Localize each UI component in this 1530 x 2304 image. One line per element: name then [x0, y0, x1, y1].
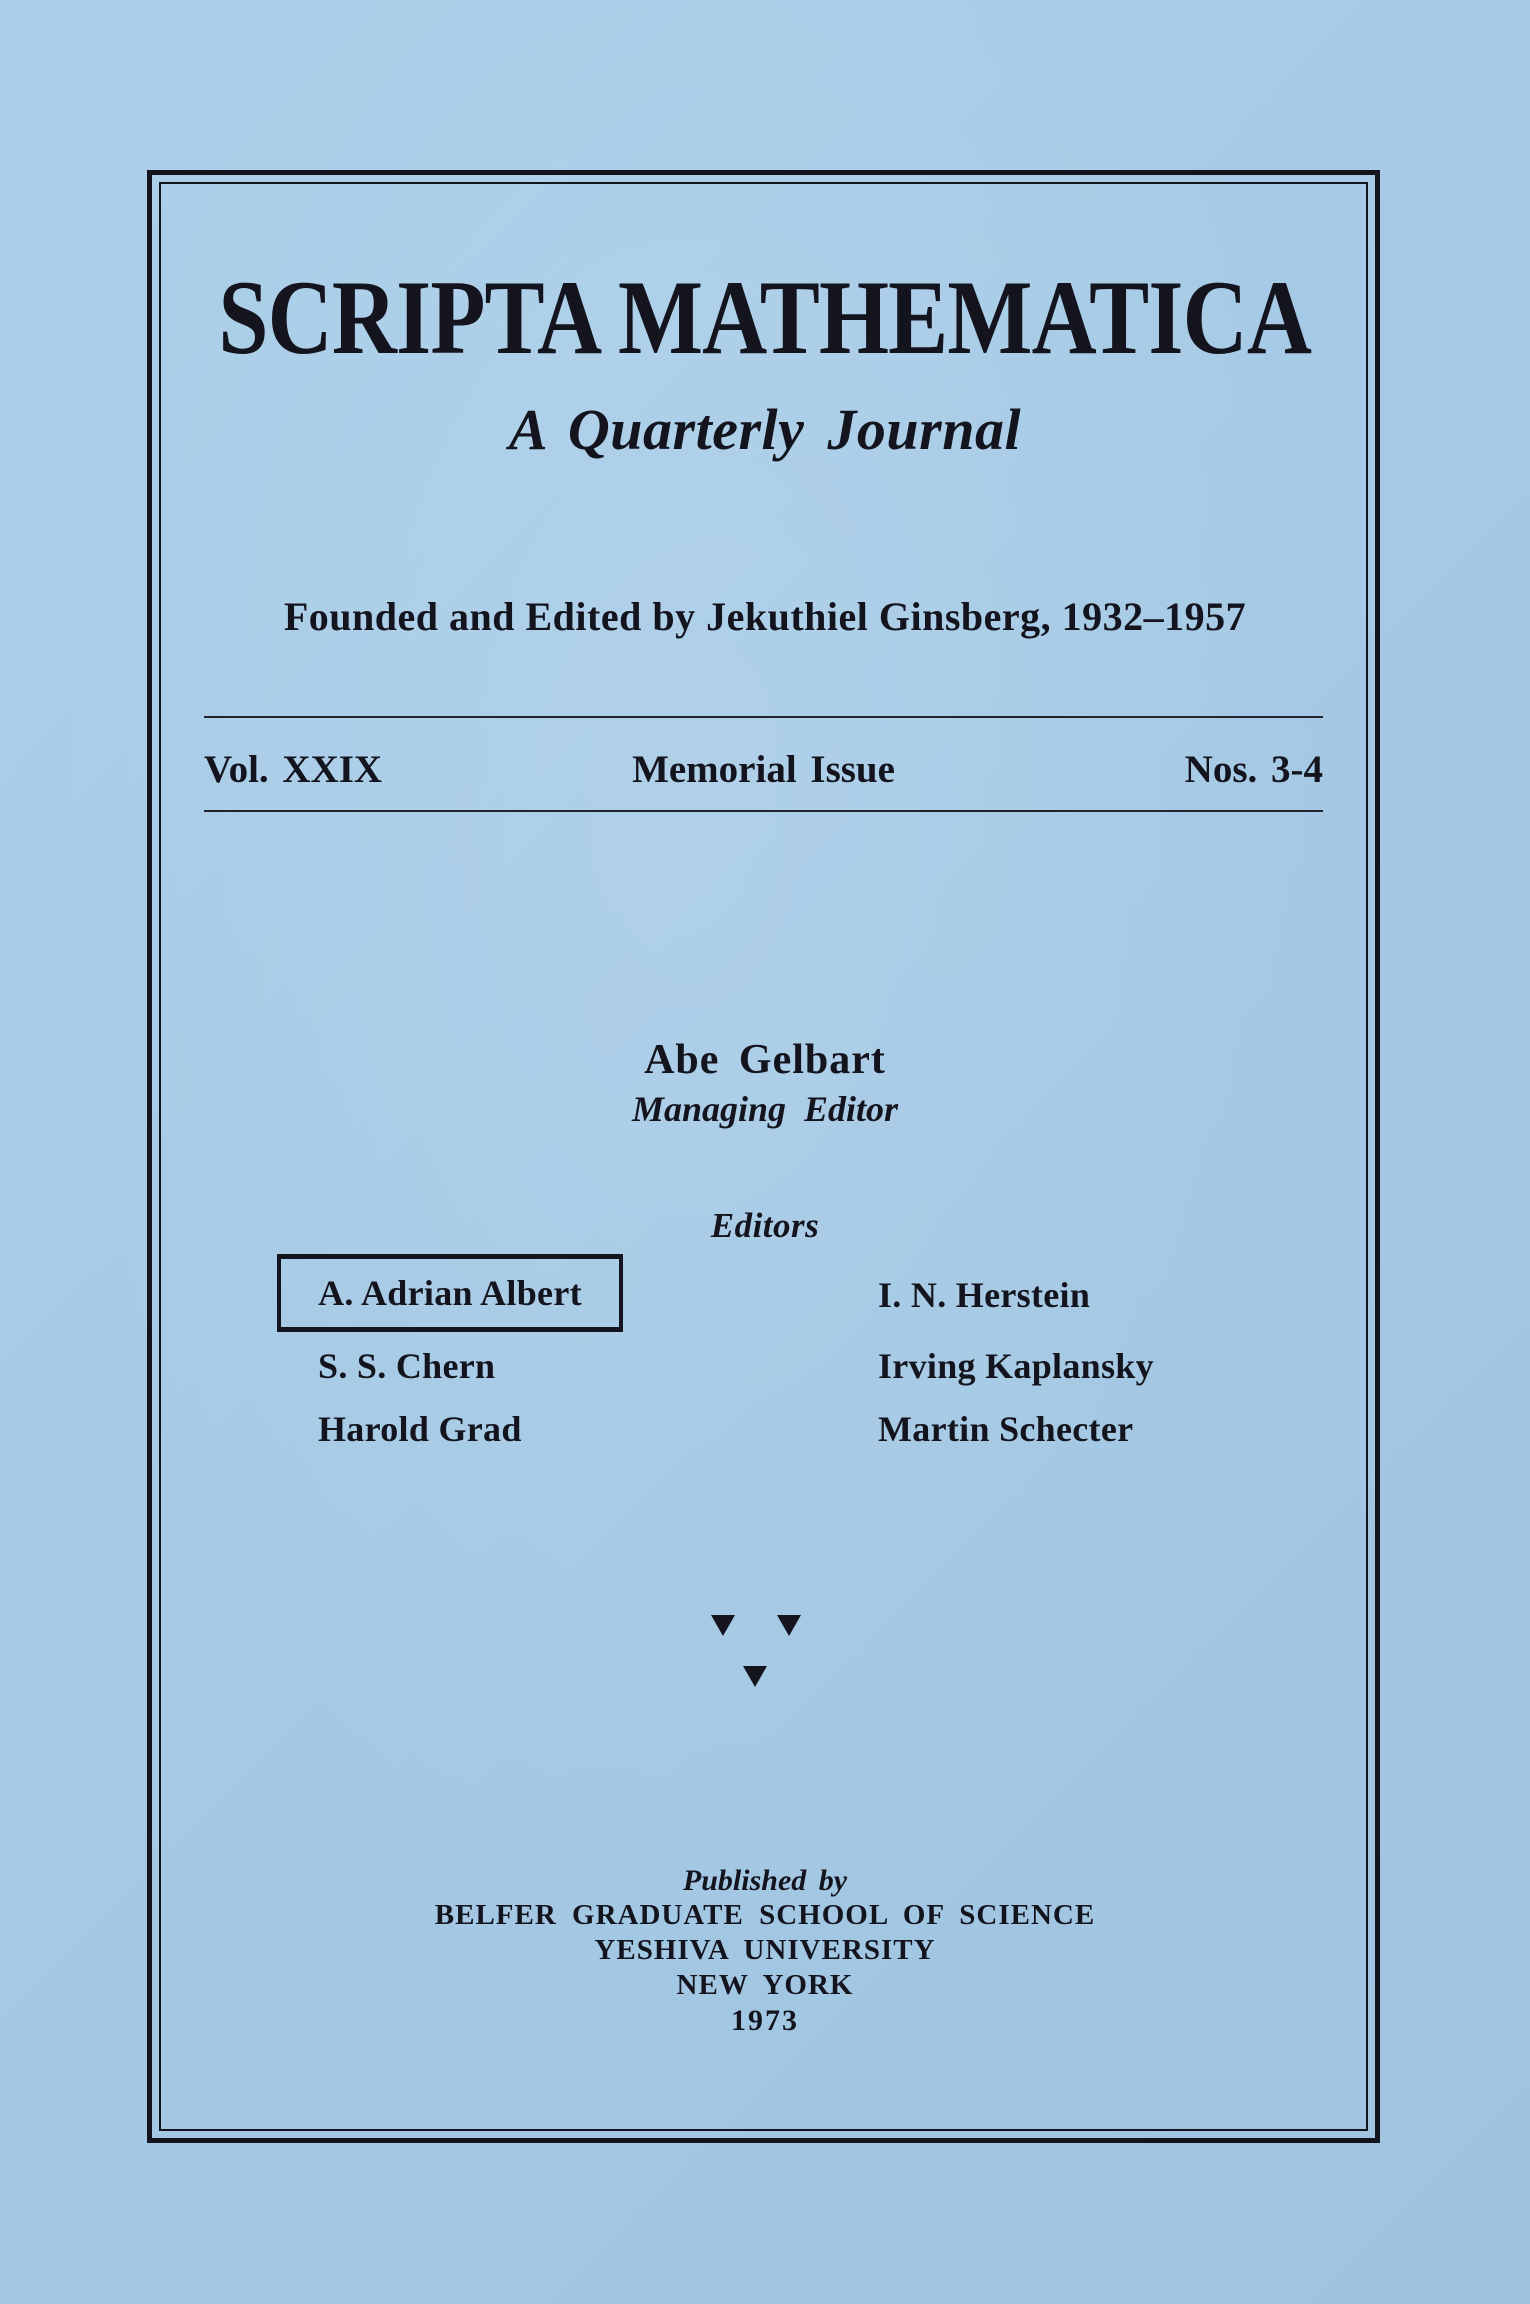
founded-line: Founded and Edited by Jekuthiel Ginsberg, 1932–1957: [283, 594, 1247, 639]
journal-subtitle: A Quarterly Journal: [508, 397, 1022, 462]
editor-name-herstein: I. N. Herstein: [878, 1275, 1091, 1315]
memorial-box: [277, 1254, 623, 1332]
managing-editor-name: Abe Gelbart: [644, 1037, 886, 1083]
published-by-label: Published by: [682, 1864, 848, 1897]
divider-rule-top: [204, 716, 1323, 718]
managing-editor-role: Managing Editor: [631, 1089, 899, 1129]
editor-name-albert: A. Adrian Albert: [318, 1273, 582, 1313]
journal-title: [0, 259, 1530, 376]
down-triangle-icon: [743, 1666, 767, 1687]
divider-rule-bottom: [204, 810, 1323, 812]
down-triangle-icon: [777, 1615, 801, 1636]
issue-numbers: Nos. 3-4: [1184, 748, 1323, 791]
cover-frame-inner-rule: [159, 182, 1368, 2131]
journal-title-text: SCRIPTA MATHEMATICA: [218, 259, 1312, 376]
editor-name-schecter: Martin Schecter: [878, 1409, 1134, 1449]
editor-name-chern: S. S. Chern: [318, 1346, 496, 1386]
publisher-name: BELFER GRADUATE SCHOOL OF SCIENCE: [434, 1899, 1096, 1931]
imprint-block: [0, 1863, 1530, 2038]
editor-name-kaplansky: Irving Kaplansky: [878, 1346, 1154, 1386]
issue-info-row: [204, 747, 1323, 793]
publisher-city: NEW YORK: [676, 1969, 854, 2001]
institution-name: YESHIVA UNIVERSITY: [594, 1934, 936, 1966]
volume-label: Vol. XXIX: [204, 748, 383, 791]
down-triangle-icon: [711, 1615, 735, 1636]
editor-name-grad: Harold Grad: [318, 1409, 522, 1449]
issue-title: Memorial Issue: [632, 748, 895, 791]
publication-year: 1973: [731, 2004, 799, 2037]
cover-frame: [147, 170, 1380, 2143]
editors-heading: Editors: [710, 1206, 820, 1245]
